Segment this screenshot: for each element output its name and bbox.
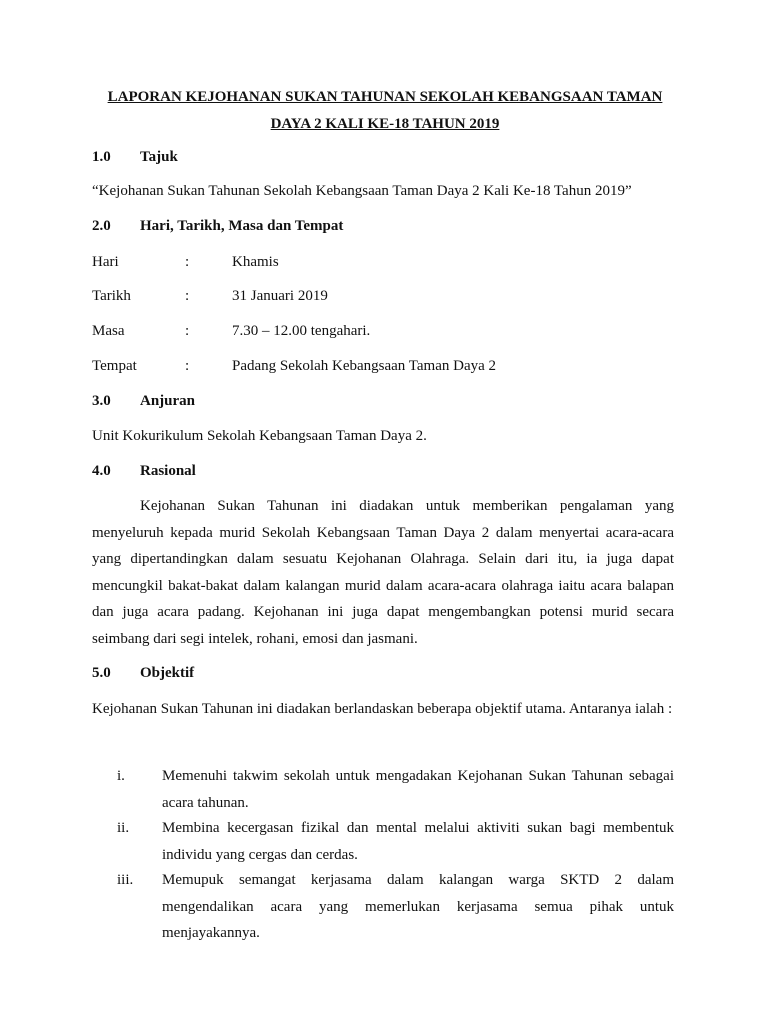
objective-item: Memupuk semangat kerjasama dalam kalangan warga SKTD 2 dalam mengendalikan acara yang memerlukan kerjasama semua pihak untuk menjayakannya. — [162, 872, 674, 941]
section-4-paragraph: Kejohanan Sukan Tahunan ini diadakan untuk memberikan pengalaman yang menyeluruh kepada murid Sekolah Kebangsaan Taman Daya 2 dalam menyertai acara-acara yang dipertandingkan dalam sesuatu Kejohanan Olahraga. Selain dari itu, ia juga dapat mencungkil bakat-bakat dalam kalangan murid dalam acara-acara olahraga iaitu acara balapan dan juga acara padang. Kejohanan ini juga dapat mengembangkan potensi murid secara seimbang dari segi intelek, rohani, emosi dan jasmani. — [92, 498, 674, 647]
detail-value-tarikh: 31 Januari 2019 — [232, 288, 328, 304]
objective-item: Membina kecergasan fizikal dan mental melalui aktiviti sukan bagi membentuk individu yang cergas dan cerdas. — [162, 820, 674, 863]
detail-value-masa: 7.30 – 12.00 tengahari. — [232, 323, 371, 339]
section-5-intro: Kejohanan Sukan Tahunan ini diadakan berlandaskan beberapa objektif utama. Antaranya ialah : — [92, 701, 673, 717]
section-4-heading: Rasional — [140, 463, 196, 479]
detail-label-hari: Hari — [92, 254, 119, 270]
objective-number: i. — [117, 768, 125, 784]
section-1-number: 1.0 — [92, 149, 111, 165]
detail-label-tempat: Tempat — [92, 358, 137, 374]
section-3-number: 3.0 — [92, 393, 111, 409]
section-4-number: 4.0 — [92, 463, 111, 479]
section-1-heading: Tajuk — [140, 149, 178, 165]
objective-item: Memenuhi takwim sekolah untuk mengadakan Kejohanan Sukan Tahunan sebagai acara tahunan. — [162, 768, 674, 811]
objective-number: ii. — [117, 820, 130, 836]
section-1-body: “Kejohanan Sukan Tahunan Sekolah Kebangsaan Taman Daya 2 Kali Ke-18 Tahun 2019” — [92, 183, 632, 199]
detail-separator: : — [185, 323, 190, 339]
section-5-number: 5.0 — [92, 665, 111, 681]
detail-separator: : — [185, 288, 190, 304]
section-3-body: Unit Kokurikulum Sekolah Kebangsaan Taman Daya 2. — [92, 428, 427, 444]
objective-number: iii. — [117, 872, 134, 888]
detail-label-masa: Masa — [92, 323, 125, 339]
detail-label-tarikh: Tarikh — [92, 288, 131, 304]
detail-separator: : — [185, 254, 190, 270]
detail-value-tempat: Padang Sekolah Kebangsaan Taman Daya 2 — [232, 358, 497, 374]
section-3-heading: Anjuran — [140, 393, 196, 409]
section-2-number: 2.0 — [92, 218, 111, 234]
detail-value-hari: Khamis — [232, 254, 279, 270]
document-title-line-1: LAPORAN KEJOHANAN SUKAN TAHUNAN SEKOLAH KEBANGSAAN TAMAN — [107, 89, 663, 105]
detail-separator: : — [185, 358, 190, 374]
section-5-heading: Objektif — [140, 665, 195, 681]
section-2-heading: Hari, Tarikh, Masa dan Tempat — [140, 218, 344, 234]
document-title-line-2: DAYA 2 KALI KE-18 TAHUN 2019 — [270, 116, 500, 132]
